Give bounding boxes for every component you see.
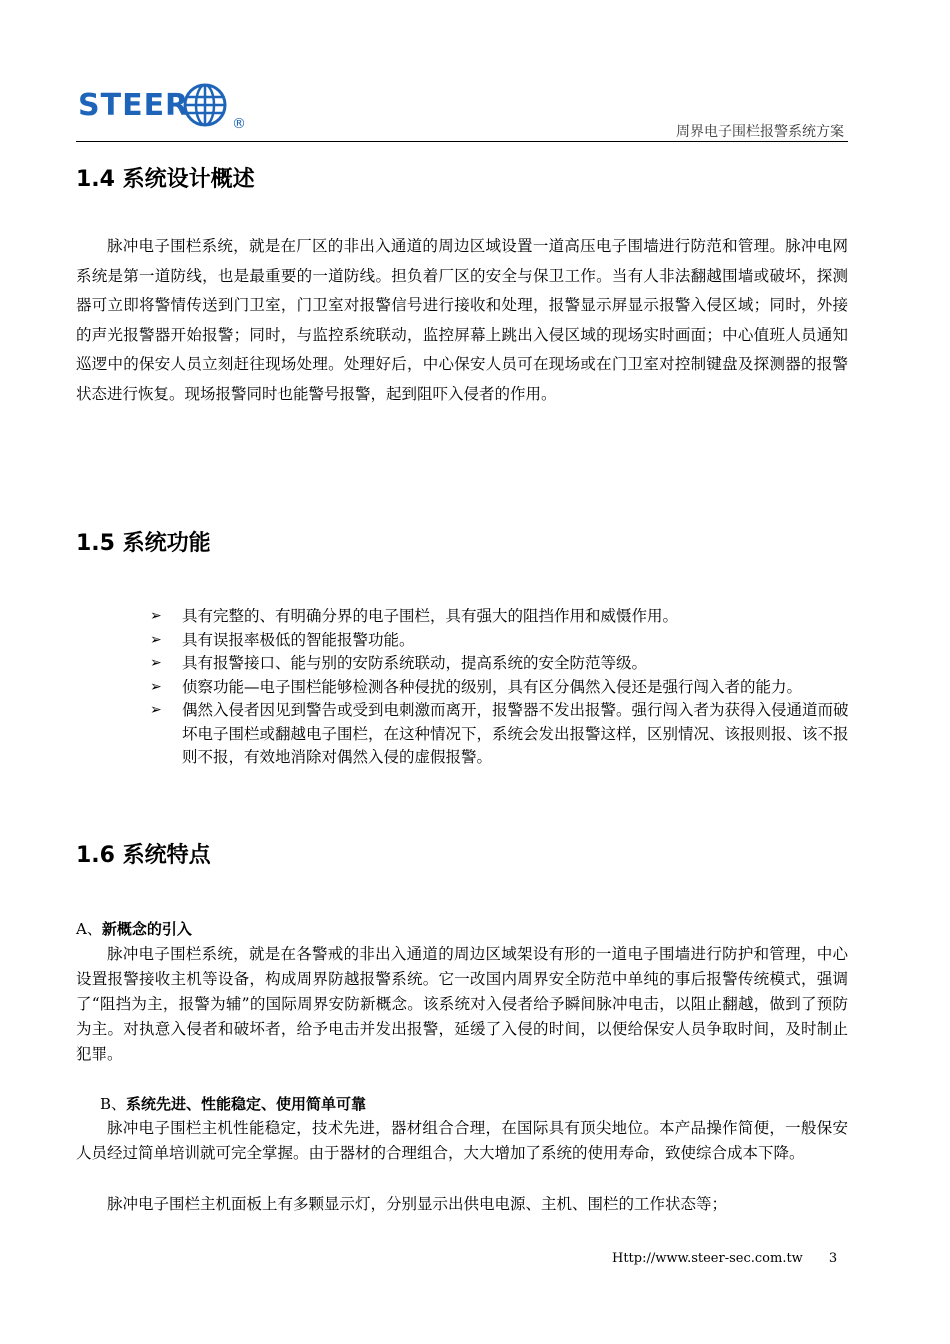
- subsection-a-heading: A、新概念的引入: [76, 920, 192, 938]
- subsection-b-paragraph: 脉冲电子围栏主机面板上有多颗显示灯，分别显示出供电电源、主机、围栏的工作状态等；: [107, 1195, 728, 1213]
- document-header-title: 周界电子围栏报警系统方案: [676, 124, 844, 140]
- list-item: ➢ 侦察功能—电子围栏能够检测各种侵扰的级别，具有区分偶然入侵还是强行闯入者的能力。: [150, 676, 850, 700]
- header-divider: [76, 141, 848, 142]
- arrow-bullet-icon: ➢: [150, 608, 162, 624]
- list-item: ➢ 具有完整的、有明确分界的电子围栏，具有强大的阻挡作用和威慑作用。: [150, 605, 850, 629]
- subsection-b-paragraph: 脉冲电子围栏主机性能稳定，技术先进，器材组合合理，在国际具有顶尖地位。本产品操作简便，一般保安人员经过简单培训就可完全掌握。由于器材的合理组合，大大增加了系统的使用寿命，致使综合成本下降。: [76, 1119, 848, 1162]
- logo-text: STEER: [78, 88, 190, 123]
- registered-mark: ®: [232, 116, 246, 132]
- arrow-bullet-icon: ➢: [150, 631, 162, 648]
- subsection-b-heading: B、系统先进、性能稳定、使用简单可靠: [100, 1095, 367, 1113]
- section-1-4-paragraph: 脉冲电子围栏系统，就是在厂区的非出入通道的周边区域设置一道高压电子围墙进行防范和管理。脉冲电网系统是第一道防线，也是最重要的一道防线。担负着厂区的安全与保卫工作。当有人非法翻越围墙或破坏，探测器可立即将警情传送到门卫室，门卫室对报警信号进行接收和处理，报警显示屏显示报警入侵区域；同时，外接的声光报警器开始报警；同时，与监控系统联动，监控屏幕上跳出入侵区域的现场实时画面；中心值班人员通知巡逻中的保安人员立刻赶往现场处理。处理好后，中心保安人员可在现场或在门卫室对控制键盘及探测器的报警状态进行恢复。现场报警同时也能警号报警，起到阻吓入侵者的作用。: [76, 237, 848, 403]
- subsection-a-paragraph: 脉冲电子围栏系统，就是在各警戒的非出入通道的周边区域架设有形的一道电子围墙进行防护和管理，中心设置报警接收主机等设备，构成周界防越报警系统。它一改国内周界安全防范中单纯的事后报警传统模式，强调了“阻挡为主，报警为辅”的国际周界安防新概念。该系统对入侵者给予瞬间脉冲电击，以阻止翻越，做到了预防为主。对执意入侵者和破坏者，给予电击并发出报警，延缓了入侵的时间，以便给保安人员争取时间，及时制止犯罪。: [76, 945, 848, 1063]
- page-footer: [612, 1251, 837, 1266]
- section-heading-1-5: 1.5 系统功能: [76, 531, 211, 556]
- section-heading-1-6: 1.6 系统特点: [76, 843, 211, 868]
- company-logo: [78, 82, 258, 138]
- arrow-bullet-icon: ➢: [150, 655, 162, 671]
- list-item: ➢ 偶然入侵者因见到警告或受到电刺激而离开，报警器不发出报警。强行闯入者为获得入侵通道而破坏电子围栏或翻越电子围栏，在这种情况下，系统会发出报警这样，区别情况、该报则报、该不报则不报，有效地消除对偶然入侵的虚假报警。: [150, 701, 849, 766]
- function-list: [150, 605, 850, 770]
- list-item: ➢ 具有误报率极低的智能报警功能。: [150, 629, 850, 653]
- footer-url: Http://www.steer-sec.com.tw: [612, 1251, 803, 1266]
- section-heading-1-4: 1.4 系统设计概述: [76, 167, 255, 192]
- globe-icon: [182, 82, 228, 128]
- list-item: ➢ 具有报警接口、能与别的安防系统联动，提高系统的安全防范等级。: [150, 652, 850, 676]
- page-number: 3: [828, 1251, 838, 1266]
- arrow-bullet-icon: ➢: [150, 702, 162, 718]
- arrow-bullet-icon: ➢: [150, 678, 162, 695]
